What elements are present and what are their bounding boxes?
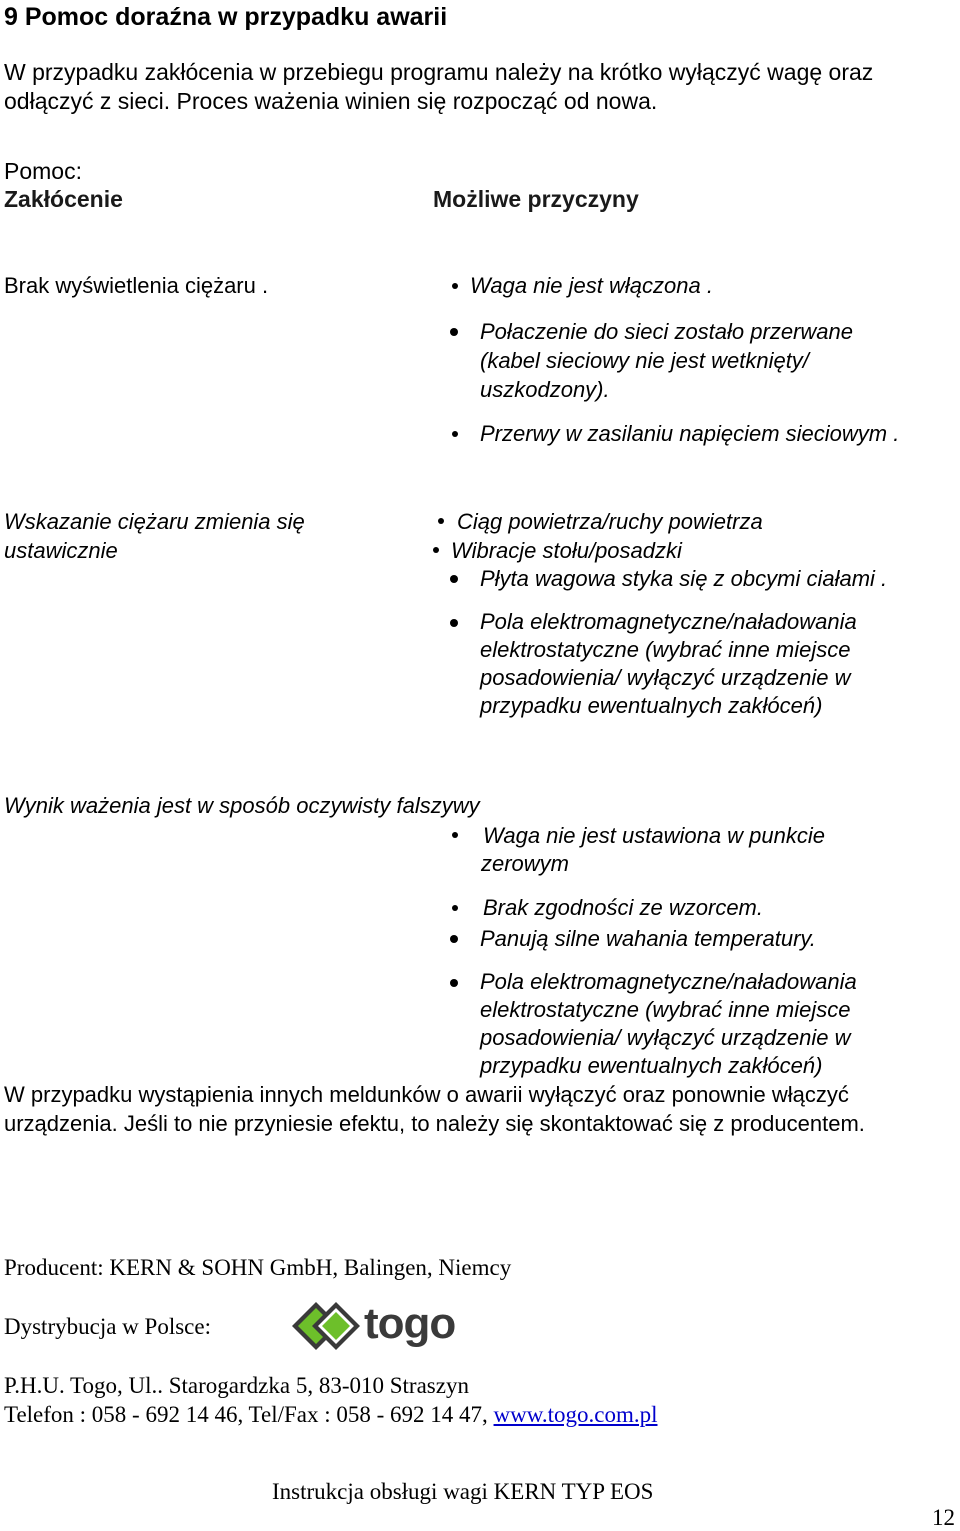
cause-item-continued: przypadku ewentualnych zakłóceń)	[480, 1053, 823, 1078]
col-header-causes: Możliwe przyczyny	[433, 186, 639, 212]
cause-item: Waga nie jest włączona .	[470, 273, 713, 298]
cause-item: Pola elektromagnetyczne/naładowania	[480, 609, 857, 634]
intro-line-2: odłączyć z sieci. Proces ważenia winien się rozpocząć od nowa.	[4, 88, 658, 114]
section-title: 9 Pomoc doraźna w przypadku awarii	[4, 3, 448, 31]
fault-label: Wskazanie ciężaru zmienia się	[4, 509, 305, 534]
cause-item: Wibracje stołu/posadzki	[451, 538, 682, 563]
address-line: P.H.U. Togo, Ul.. Starogardzka 5, 83-010 Straszyn	[4, 1373, 469, 1398]
fault-label-continued: ustawicznie	[4, 538, 118, 563]
phone-text: Telefon : 058 - 692 14 46, Tel/Fax : 058 - 692 14 47,	[4, 1402, 494, 1427]
cause-item-continued: przypadku ewentualnych zakłóceń)	[480, 693, 823, 718]
closing-line-2: urządzenia. Jeśli to nie przyniesie efektu, to należy się skontaktować się z producentem.	[4, 1111, 865, 1136]
bullet-icon	[452, 283, 458, 289]
bullet-icon	[452, 832, 458, 838]
bullet-icon	[452, 905, 458, 911]
cause-item: Przerwy w zasilaniu napięciem sieciowym .	[480, 421, 900, 446]
bullet-icon	[438, 518, 444, 524]
cause-item: Połaczenie do sieci zostało przerwane	[480, 319, 853, 344]
producer-line: Producent: KERN & SOHN GmbH, Balingen, Niemcy	[4, 1255, 512, 1280]
cause-item-continued: uszkodzony).	[480, 377, 610, 402]
website-link[interactable]: www.togo.com.pl	[493, 1402, 658, 1427]
cause-item: Brak zgodności ze wzorcem.	[483, 895, 763, 920]
distribution-label: Dystrybucja w Polsce:	[4, 1314, 211, 1339]
help-label: Pomoc:	[4, 158, 82, 184]
cause-item-continued: posadowienia/ wyłączyć urządzenie w	[480, 665, 851, 690]
cause-item-continued: zerowym	[481, 851, 570, 876]
bullet-icon	[450, 935, 458, 943]
fault-label: Brak wyświetlenia ciężaru .	[4, 273, 269, 298]
cause-item-continued: (kabel sieciowy nie jest wetknięty/	[480, 348, 809, 373]
bullet-icon	[450, 979, 458, 987]
cause-item-continued: elektrostatyczne (wybrać inne miejsce	[480, 997, 851, 1022]
cause-item-continued: elektrostatyczne (wybrać inne miejsce	[480, 637, 851, 662]
bullet-icon	[450, 328, 458, 336]
intro-line-1: W przypadku zakłócenia w przebiegu programu należy na krótko wyłączyć wagę oraz	[4, 59, 874, 85]
togo-logo	[288, 1298, 474, 1354]
col-header-fault: Zakłócenie	[4, 186, 123, 212]
cause-item: Płyta wagowa styka się z obcymi ciałami .	[480, 566, 888, 591]
page-number: 12	[932, 1505, 955, 1530]
bullet-icon	[433, 547, 439, 553]
bullet-icon	[452, 431, 458, 437]
cause-item: Waga nie jest ustawiona w punkcie	[483, 823, 826, 848]
cause-item: Pola elektromagnetyczne/naładowania	[480, 969, 857, 994]
cause-item-continued: posadowienia/ wyłączyć urządzenie w	[480, 1025, 851, 1050]
bullet-icon	[450, 619, 458, 627]
fault-label: Wynik ważenia jest w sposób oczywisty falszywy	[4, 793, 480, 818]
cause-item: Ciąg powietrza/ruchy powietrza	[457, 509, 763, 534]
bullet-icon	[450, 575, 458, 583]
phone-line	[4, 1401, 658, 1429]
togo-logo-text: togo	[364, 1299, 456, 1348]
closing-line-1: W przypadku wystąpienia innych meldunków o awarii wyłączyć oraz ponownie włączyć	[4, 1082, 849, 1107]
manual-title: Instrukcja obsługi wagi KERN TYP EOS	[272, 1479, 654, 1504]
cause-item: Panują silne wahania temperatury.	[480, 926, 816, 951]
